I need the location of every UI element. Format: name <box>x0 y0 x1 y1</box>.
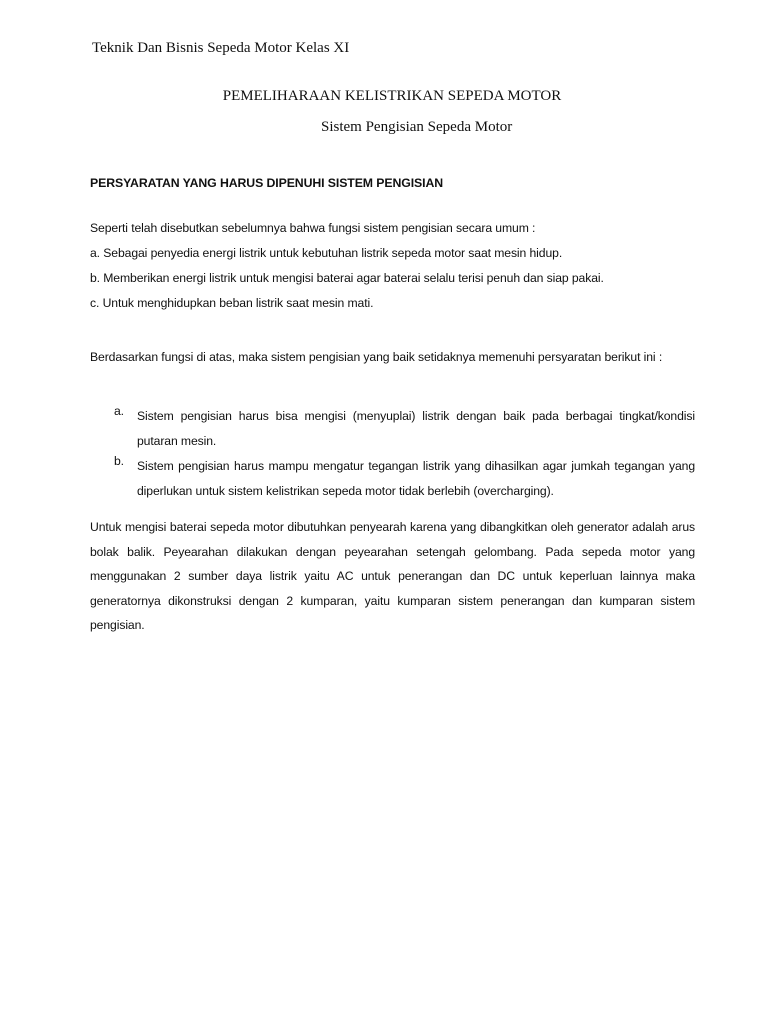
intro-paragraph: Seperti telah disebutkan sebelumnya bahwa fungsi sistem pengisian secara umum : <box>90 221 536 235</box>
running-header: Teknik Dan Bisnis Sepeda Motor Kelas XI <box>92 40 350 56</box>
requirement-text: Sistem pengisian harus bisa mengisi (menyuplai) listrik dengan baik pada berbagai tingkat/kondisi putaran mesin. <box>137 409 695 448</box>
page-title: PEMELIHARAAN KELISTRIKAN SEPEDA MOTOR <box>222 88 562 104</box>
requirement-item-b <box>90 454 695 504</box>
page-subtitle: Sistem Pengisian Sepeda Motor <box>321 119 513 135</box>
requirements-intro-paragraph: Berdasarkan fungsi di atas, maka sistem pengisian yang baik setidaknya memenuhi persyaratan berikut ini : <box>90 350 663 364</box>
section-heading: PERSYARATAN YANG HARUS DIPENUHI SISTEM PENGISIAN <box>90 176 444 190</box>
function-item-b: b. Memberikan energi listrik untuk mengisi baterai agar baterai selalu terisi penuh dan siap pakai. <box>90 271 604 285</box>
list-marker: b. <box>114 454 124 468</box>
function-item-c: c. Untuk menghidupkan beban listrik saat mesin mati. <box>90 296 374 310</box>
list-marker: a. <box>114 404 124 418</box>
closing-paragraph: Untuk mengisi baterai sepeda motor dibutuhkan penyearah karena yang dibangkitkan oleh generator adalah arus bolak balik. Peyearahan dilakukan dengan peyearahan setengah gelombang. Pada sepeda motor yang menggunakan 2 sumber daya listrik yaitu AC untuk penerangan dan DC untuk keperluan lainnya maka generatornya dikonstruksi dengan 2 kumparan, yaitu kumparan sistem penerangan dan kumparan sistem pengisian. <box>90 520 695 633</box>
requirement-text: Sistem pengisian harus mampu mengatur tegangan listrik yang dihasilkan agar jumkah tegangan yang diperlukan untuk sistem kelistrikan sepeda motor tidak berlebih (overcharging). <box>137 459 695 498</box>
function-item-a: a. Sebagai penyedia energi listrik untuk kebutuhan listrik sepeda motor saat mesin hidup. <box>90 246 563 260</box>
requirement-item-a <box>90 404 695 454</box>
